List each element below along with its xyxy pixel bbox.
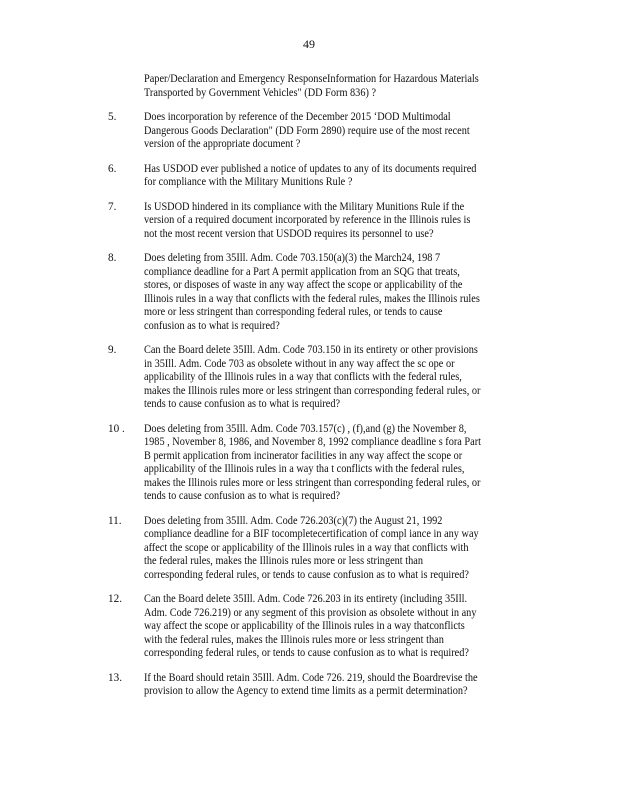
question-number: 8. [108, 252, 117, 264]
text-line: applicability of the Illinois rules in a way that conflicts with the federal rules, [144, 371, 462, 383]
question-item-7 [108, 201, 543, 242]
text-line: version of a required document incorporated by reference in the Illinois rules is [144, 214, 471, 226]
question-number: 10 . [108, 422, 125, 435]
text-line: tends to cause confusion as to what is required? [144, 490, 341, 502]
text-line: 1985 , November 8, 1986, and November 8, 1992 compliance deadline s fora Part [144, 436, 481, 448]
text-line: Transported by Government Vehicles" (DD Form 836) ? [144, 86, 377, 99]
question-number: 7. [108, 200, 117, 213]
text-line: Does deleting from 35Ill. Adm. Code 726.203(c)(7) the August 21, 1992 [144, 514, 443, 527]
question-number: 13. [108, 671, 122, 684]
question-item-6 [108, 163, 543, 190]
text-line: more or less stringent than corresponding federal rules, or tends to cause [144, 306, 443, 318]
text-line: for compliance with the Military Munitions Rule ? [144, 176, 353, 188]
text-line: If the Board should retain 35Ill. Adm. Code 726. 219, should the Boardrevise the [144, 671, 478, 684]
text-line: corresponding federal rules, or tends to cause confusion as to what is required? [144, 568, 469, 581]
text-line: Adm. Code 726.219) or any segment of this provision as obsolete without in any [144, 606, 477, 619]
text-line: Illinois rules in a way that conflicts with the federal rules, makes the Illinois rules [144, 292, 480, 305]
text-line: the federal rules, makes the Illinois rules more or less stringent than [144, 555, 423, 567]
continued-question-text [144, 73, 543, 100]
question-number: 12. [108, 593, 122, 605]
text-line: provision to allow the Agency to extend time limits as a permit determination? [144, 685, 468, 697]
text-line: Does deleting from 35Ill. Adm. Code 703.150(a)(3) the March24, 198 7 [144, 252, 441, 264]
text-line: Has USDOD ever published a notice of updates to any of its documents required [144, 162, 477, 175]
question-list [108, 73, 543, 710]
text-line: way affect the scope or applicability of the Illinois rules in a way thatconflicts [144, 620, 465, 632]
text-line: compliance deadline for a BIF tocompletecertification of compl iance in any way [144, 528, 479, 540]
text-line: tends to cause confusion as to what is required? [144, 398, 341, 410]
question-number: 9. [108, 344, 117, 356]
text-line: not the most recent version that USDOD requires its personnel to use? [144, 227, 434, 240]
text-line: confusion as to what is required? [144, 319, 280, 332]
question-number: 11. [108, 514, 122, 527]
page-number: 49 [303, 37, 315, 51]
text-line: makes the Illinois rules more or less stringent than corresponding federal rules, or [144, 384, 481, 397]
text-line: corresponding federal rules, or tends to cause confusion as to what is required? [144, 647, 469, 659]
text-line: applicability of the Illinois rules in a way tha t conflicts with the federal rules, [144, 463, 465, 475]
text-line: makes the Illinois rules more or less stringent than corresponding federal rules, or [144, 476, 481, 489]
text-line: compliance deadline for a Part A permit application from an SQG that treats, [144, 265, 460, 278]
question-item-12 [108, 593, 543, 661]
question-number: 6. [108, 162, 117, 175]
text-line: Can the Board delete 35Ill. Adm. Code 703.150 in its entirety or other provisions [144, 344, 478, 356]
text-line: in 35Ill. Adm. Code 703 as obsolete without in any way affect the sc ope or [144, 357, 455, 370]
question-item-8 [108, 252, 543, 333]
text-line: Does incorporation by reference of the December 2015 ‘DOD Multimodal [144, 111, 451, 123]
text-line: B permit application from incinerator facilities in any way affect the scope or [144, 449, 463, 462]
question-item-10 [108, 423, 543, 504]
text-line: version of the appropriate document ? [144, 138, 301, 150]
question-number: 5. [108, 111, 117, 123]
question-item-5 [108, 111, 543, 152]
text-line: stores, or disposes of waste in any way affect the scope or applicability of the [144, 279, 463, 291]
question-item-9 [108, 344, 543, 412]
text-line: Is USDOD hindered in its compliance with the Military Munitions Rule if the [144, 200, 465, 213]
text-line: Does deleting from 35Ill. Adm. Code 703.157(c) , (f),and (g) the November 8, [144, 422, 467, 435]
question-item-11 [108, 515, 543, 583]
text-line: with the federal rules, makes the Illinois rules more or less stringent than [144, 633, 444, 646]
text-line: affect the scope or applicability of the Illinois rules in a way that conflicts with [144, 541, 469, 554]
text-line: Paper/Declaration and Emergency ResponseInformation for Hazardous Materials [144, 73, 479, 85]
text-line: Can the Board delete 35Ill. Adm. Code 726.203 in its entirety (including 35Ill. [144, 593, 468, 605]
question-item-13 [108, 672, 543, 699]
text-line: Dangerous Goods Declaration" (DD Form 2890) require use of the most recent [144, 124, 470, 137]
